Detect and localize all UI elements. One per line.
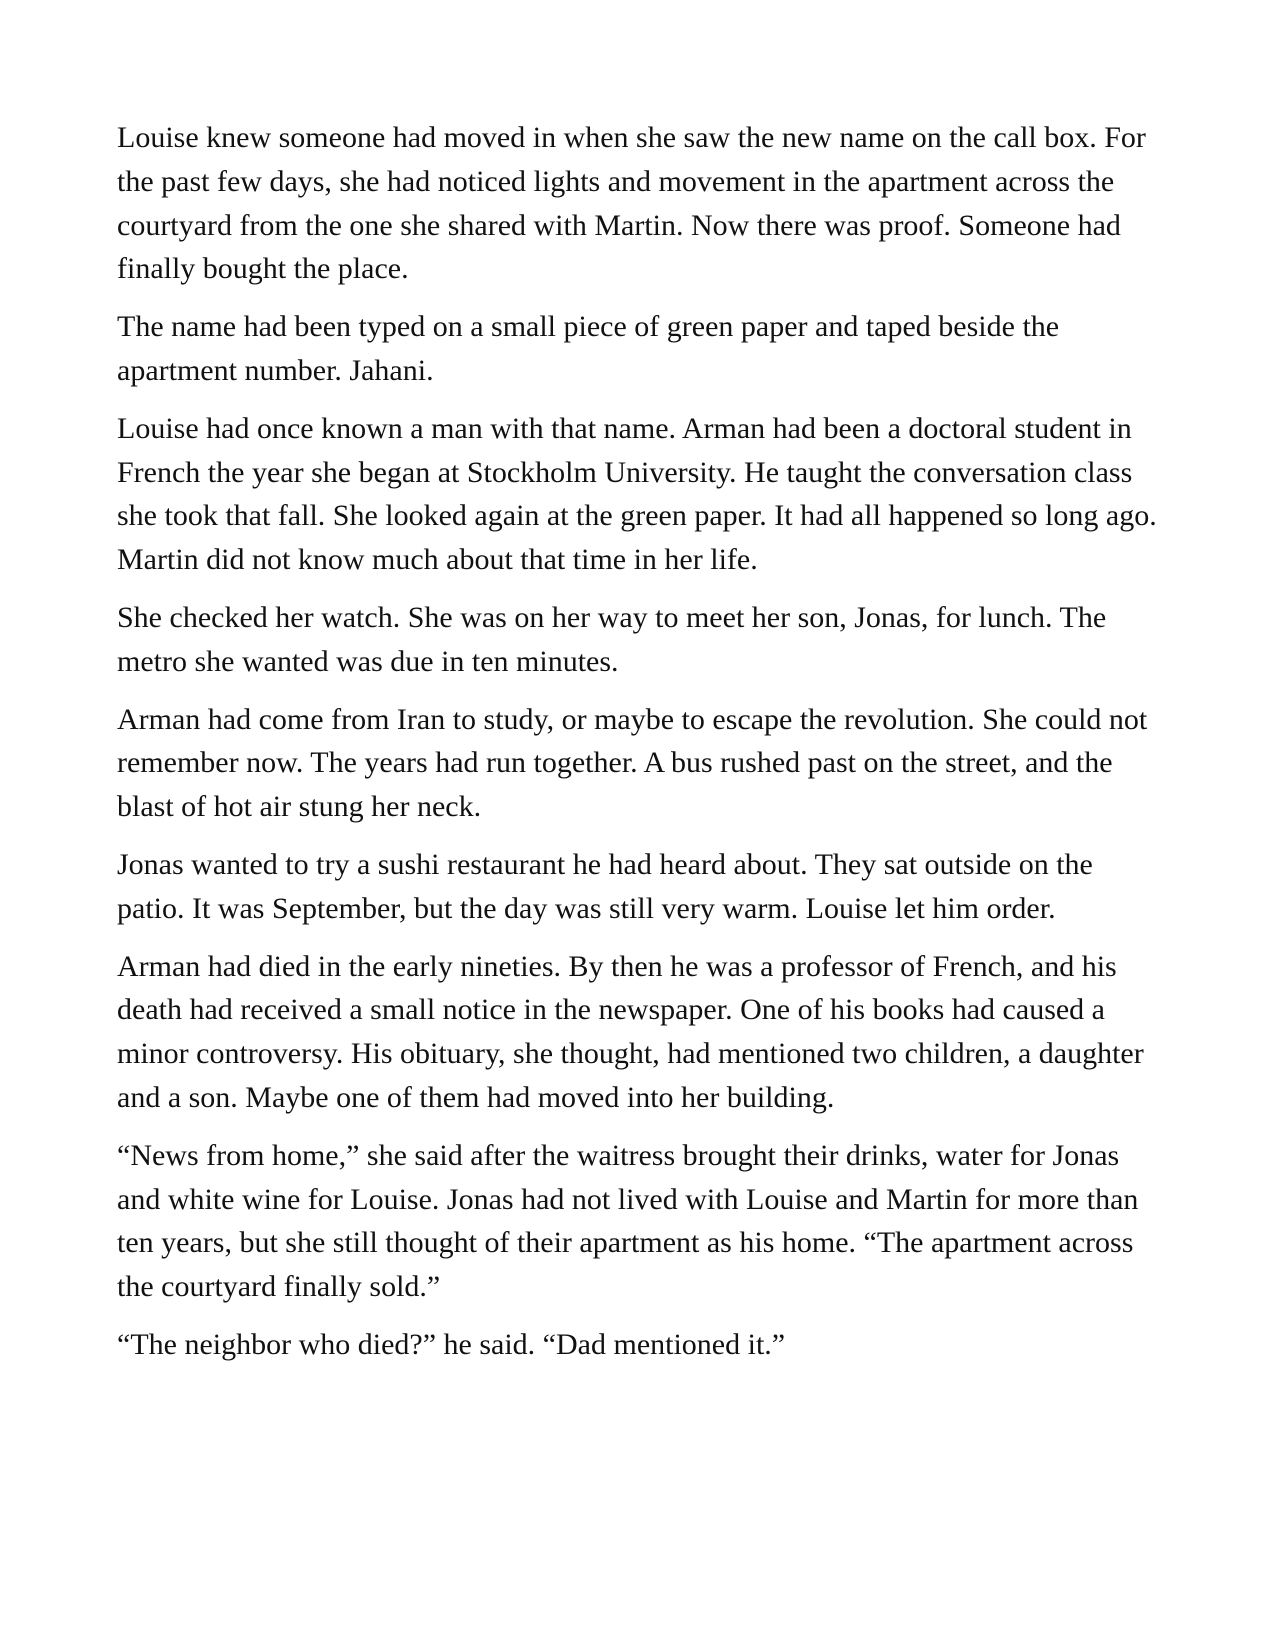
paragraph-7: Arman had died in the early nineties. By then he was a professor of French, and his death had received a small notice in the newspaper. One of his books had caused a minor controversy. His obituary, she thought, had mentioned two children, a daughter and a son. Maybe one of them had moved into her building. — [117, 949, 1144, 1114]
paragraph-2: The name had been typed on a small piece of green paper and taped beside the apartment number. Jahani. — [117, 310, 1060, 387]
paragraph-3: Louise had once known a man with that name. Arman had been a doctoral student in French the year she began at Stockholm University. He taught the conversation class she took that fall. She looked again at the green paper. It had all happened so long ago. Martin did not know much about that time in her life. — [117, 411, 1157, 577]
paragraph-9: “The neighbor who died?” he said. “Dad mentioned it.” — [117, 1327, 786, 1361]
paragraph-5: Arman had come from Iran to study, or maybe to escape the revolution. She could not remember now. The years had run together. A bus rushed past on the street, and the blast of hot air stung her neck. — [117, 702, 1148, 824]
paragraph-8: “News from home,” she said after the waitress brought their drinks, water for Jonas and white wine for Louise. Jonas had not lived with Louise and Martin for more than ten years, but she still thought of their apartment as his home. “The apartment across the courtyard finally sold.” — [117, 1138, 1139, 1304]
story-text — [117, 116, 1157, 1381]
paragraph-6: Jonas wanted to try a sushi restaurant he had heard about. They sat outside on the patio. It was September, but the day was still very warm. Louise let him order. — [117, 847, 1093, 925]
paragraph-1: Louise knew someone had moved in when she saw the new name on the call box. For the past few days, she had noticed lights and movement in the apartment across the courtyard from the one she shared with Martin. Now there was proof. Someone had finally bought the place. — [117, 121, 1146, 286]
paragraph-4: She checked her watch. She was on her way to meet her son, Jonas, for lunch. The metro she wanted was due in ten minutes. — [117, 600, 1107, 678]
